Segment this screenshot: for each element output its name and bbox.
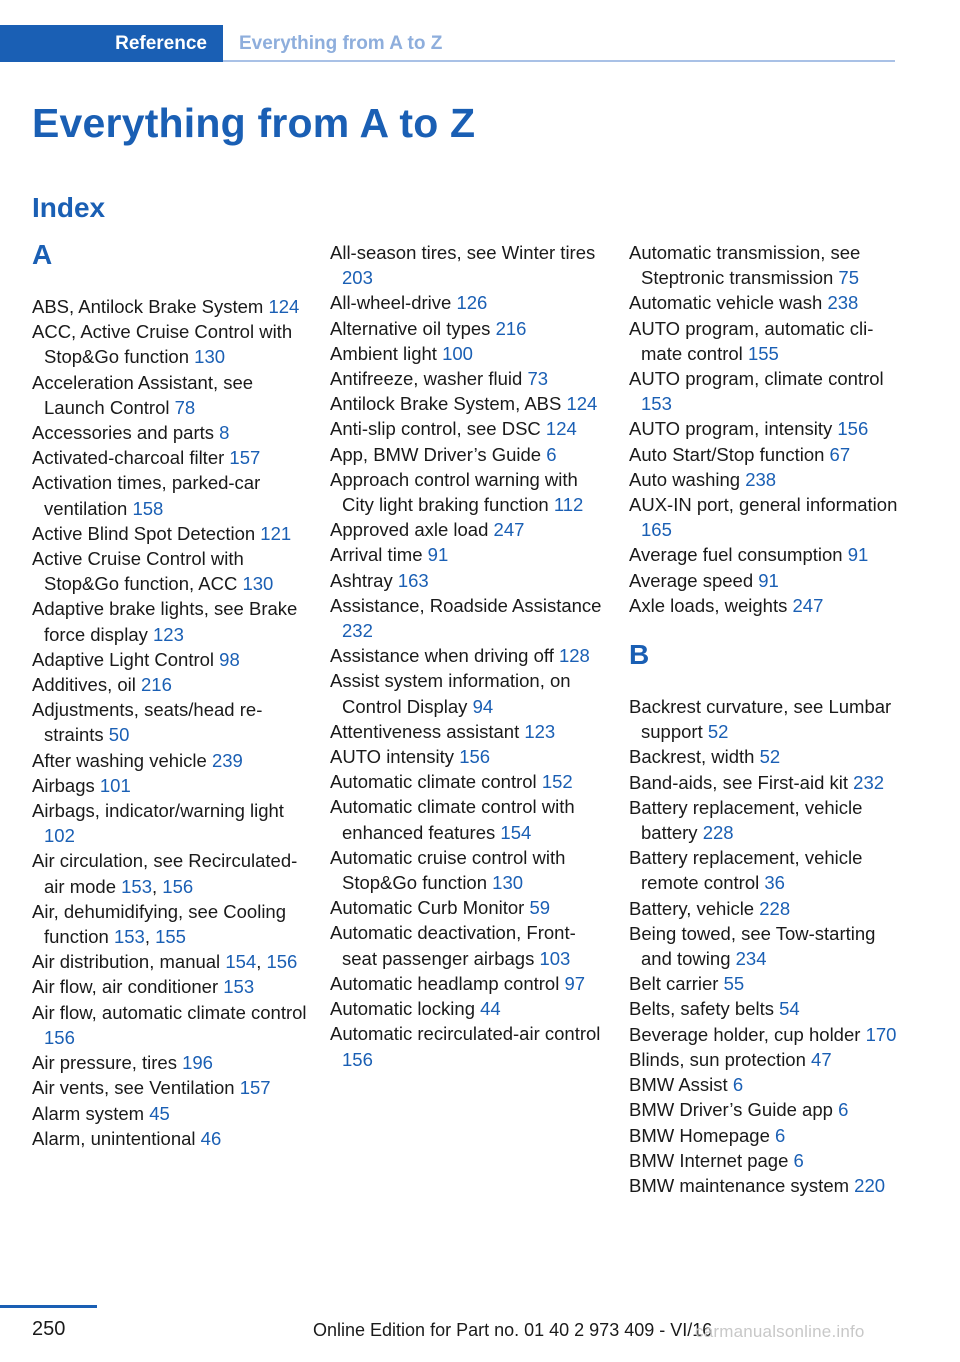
page-reference-link[interactable]: 203 <box>342 267 373 289</box>
page-reference-link[interactable]: 47 <box>811 1048 832 1070</box>
page-reference-link[interactable]: 54 <box>779 998 800 1020</box>
index-entry-term: Automatic headlamp control <box>330 972 560 994</box>
page-reference-link[interactable]: 153 <box>641 393 672 415</box>
index-entry-term: Automatic vehicle wash <box>629 292 823 314</box>
index-entry <box>629 290 901 315</box>
index-entry <box>629 593 901 618</box>
page-reference-link[interactable]: 155 <box>747 342 779 364</box>
index-entry <box>32 445 310 470</box>
index-entry-term: Additives, oil <box>32 674 136 696</box>
page-reference-link[interactable]: 154 <box>500 821 532 843</box>
page-reference-link[interactable]: 232 <box>853 771 885 793</box>
page-reference-link[interactable]: 232 <box>342 620 373 642</box>
index-entry <box>32 697 310 747</box>
index-entry-term: Being towed, see Tow-starting and towing <box>629 922 876 970</box>
index-entry-term: Assistance when driving off <box>330 645 554 667</box>
index-entry-term: Automatic climate control with enhanced features <box>330 796 575 843</box>
page-reference-link[interactable]: 102 <box>44 825 75 847</box>
page-reference-link[interactable]: 154 <box>225 951 257 973</box>
index-entry-term: Battery replacement, vehicle remote control <box>629 847 863 894</box>
index-entry-term: Approved axle load <box>330 519 489 541</box>
index-entry <box>629 1173 901 1198</box>
index-entry-term: Air, dehumidifying, see Cooling function <box>32 900 287 948</box>
index-entry-term: Active Blind Spot Detection <box>32 522 256 544</box>
page-reference-link[interactable]: 158 <box>132 497 164 519</box>
index-letter: A <box>32 239 53 270</box>
page-reference-link[interactable]: 130 <box>194 346 226 368</box>
page-reference-link[interactable]: 36 <box>764 872 785 894</box>
index-entry <box>330 542 608 567</box>
page-reference-link[interactable]: 228 <box>759 897 791 919</box>
index-entry <box>32 672 310 697</box>
index-entry-term: Activated-charcoal filter <box>32 447 225 469</box>
index-entry <box>330 517 608 542</box>
index-entry-term: Air flow, air conditioner <box>32 976 219 998</box>
page-reference-link[interactable]: 128 <box>558 645 590 667</box>
page-reference-link[interactable]: 238 <box>827 292 859 314</box>
index-entry <box>629 996 901 1021</box>
index-entry <box>330 416 608 441</box>
index-entry-term: Adjustments, seats/head restraints <box>32 699 263 746</box>
index-entry-term: Active Cruise Control with Stop&Go function, ACC <box>32 548 244 595</box>
index-column-1 <box>32 240 310 1151</box>
page-reference-link[interactable]: 91 <box>427 544 449 566</box>
chapter-title: Everything from A to Z <box>239 33 443 54</box>
page-reference-link[interactable]: 75 <box>838 267 859 289</box>
index-entry <box>629 971 901 996</box>
index-entry <box>330 593 608 643</box>
index-entry <box>32 1101 310 1126</box>
page-reference-link[interactable]: 6 <box>775 1124 786 1146</box>
index-entry-term: Air circulation, see Recirculated-air mode <box>32 850 298 897</box>
page-reference-link[interactable]: 156 <box>162 875 194 897</box>
index-entry-term: Air vents, see Ventilation <box>32 1077 235 1099</box>
index-entry-term: BMW Assist <box>629 1074 728 1096</box>
index-entry-term: Auto washing <box>629 468 741 490</box>
index-entry-term: Automatic Curb Monitor <box>330 897 525 919</box>
index-entry-term: Acceleration Assistant, see Launch Control <box>32 371 254 418</box>
index-entry <box>32 521 310 546</box>
page-reference-link[interactable]: 67 <box>829 443 851 465</box>
page-reference-link[interactable]: 98 <box>219 648 240 670</box>
edition-note: Online Edition for Part no. 01 40 2 973 409 - VI/16 <box>313 1320 713 1340</box>
index-entry <box>629 770 901 795</box>
page-reference-link[interactable]: 123 <box>524 720 556 742</box>
index-entry <box>330 744 608 769</box>
index-entry-term: AUTO program, climate control <box>629 368 884 390</box>
index-entry-term: BMW Driver’s Guide app <box>629 1099 833 1121</box>
index-entry-term: Attentiveness assistant <box>330 720 520 742</box>
index-entry <box>330 719 608 744</box>
index-entry <box>32 773 310 798</box>
page-reference-link[interactable]: 157 <box>239 1077 271 1099</box>
page-reference-link[interactable]: 170 <box>865 1023 897 1045</box>
index-entry-term: Backrest curvature, see Lumbar support <box>629 696 892 743</box>
index-entry-term: Automatic cruise control with Stop&Go function <box>330 846 566 894</box>
page-reference-link[interactable]: 153 <box>121 875 152 897</box>
index-entry <box>330 794 608 844</box>
index-entry <box>629 896 901 921</box>
page-reference-link[interactable]: 44 <box>480 998 501 1020</box>
index-entry-term: AUX-IN port, general information <box>629 494 898 516</box>
index-entry-term: Automatic deactivation, Front-seat passenger airbags <box>330 922 576 969</box>
index-entry-term: Airbags, indicator/warning light <box>32 800 284 822</box>
index-entry-term: ABS, Antilock Brake System <box>32 296 264 317</box>
index-entry-term: Air flow, automatic climate control <box>32 1001 307 1023</box>
index-entry <box>629 1148 901 1173</box>
index-entry <box>330 467 608 517</box>
index-column-2 <box>330 240 608 1072</box>
index-entry <box>330 290 608 315</box>
index-entry <box>32 470 310 520</box>
page-reference-link[interactable]: 156 <box>459 746 491 768</box>
index-entry <box>330 920 608 970</box>
index-entry <box>330 341 608 366</box>
index-entry <box>32 1075 310 1100</box>
index-entry-term: Alarm, unintentional <box>32 1127 196 1149</box>
index-entry-term: BMW Homepage <box>629 1124 770 1146</box>
page-reference-link[interactable]: 6 <box>546 443 557 465</box>
index-entry-term: Automatic transmission, see Steptronic transmission <box>629 242 861 289</box>
index-entry-term: Airbags <box>32 774 95 796</box>
index-entry <box>32 974 310 999</box>
page-reference-link[interactable]: 153 <box>223 976 255 998</box>
index-entry: Air circulation, see Recirculated-air mode 153, 156 <box>32 850 298 897</box>
index-entry-term: Adaptive Light Control <box>32 648 215 670</box>
index-entry-term: Band-aids, see First-aid kit <box>629 771 849 793</box>
page-reference-link[interactable]: 234 <box>735 948 767 970</box>
index-entry-term: Belt carrier <box>629 973 719 995</box>
index-entry <box>629 316 901 366</box>
page-reference-link[interactable]: 6 <box>732 1074 744 1096</box>
index-entry: Air distribution, manual 154, 156 <box>32 951 298 973</box>
index-letter: B <box>629 639 650 671</box>
page-reference-link[interactable]: 165 <box>641 519 672 541</box>
index-entry-term: Battery replacement, vehicle battery <box>629 796 863 844</box>
index-column-3 <box>629 240 901 1198</box>
page-reference-link[interactable]: 155 <box>155 926 186 948</box>
page-reference-link[interactable]: 163 <box>397 569 429 591</box>
index-entry-term: Ashtray <box>330 569 393 591</box>
index-entry <box>629 795 901 845</box>
header-divider <box>223 60 895 62</box>
index-entry <box>330 366 608 391</box>
page-reference-link[interactable]: 126 <box>456 292 488 314</box>
page-reference-link[interactable]: 157 <box>229 447 261 469</box>
page-reference-link[interactable]: 91 <box>847 544 869 566</box>
index-entry <box>629 442 901 467</box>
page-number: 250 <box>32 1318 66 1340</box>
page-reference-link[interactable]: 196 <box>182 1052 213 1074</box>
index-entry-term: Antifreeze, washer fluid <box>330 368 523 390</box>
index-entry-term: AUTO intensity <box>330 746 455 768</box>
index-entry-term: Average fuel consumption <box>629 544 843 566</box>
running-header <box>0 25 895 62</box>
index-entry-term: After washing vehicle <box>32 749 207 771</box>
index-entry <box>629 744 901 769</box>
page-reference-link[interactable]: 156 <box>837 418 869 440</box>
page-reference-link[interactable]: 247 <box>493 519 525 541</box>
index-entry-term: BMW Internet page <box>629 1149 789 1171</box>
index-entry <box>330 240 608 290</box>
index-entry <box>330 442 608 467</box>
index-entry-term: Accessories and parts <box>32 422 215 444</box>
index-entry <box>629 921 901 971</box>
index-entry-term: ACC, Active Cruise Control with Stop&Go function <box>32 321 293 368</box>
page-reference-link[interactable]: 46 <box>200 1127 222 1149</box>
index-entry <box>629 1072 901 1097</box>
index-entry-term: Air pressure, tires <box>32 1052 177 1074</box>
page-reference-link[interactable]: 156 <box>342 1048 373 1070</box>
index-entry-term: Alarm system <box>32 1102 145 1124</box>
page-reference-link[interactable]: 101 <box>99 774 131 796</box>
page-reference-link[interactable]: 121 <box>260 522 292 544</box>
watermark: carmanualsonline.info <box>695 1322 865 1341</box>
footer-rule <box>0 1305 97 1308</box>
index-entry-term: Blinds, sun protection <box>629 1048 806 1070</box>
index-entry <box>330 895 608 920</box>
page-reference-link[interactable]: 228 <box>702 822 734 844</box>
index-entry <box>629 1047 901 1072</box>
index-entry <box>330 668 608 718</box>
index-entry-term: Automatic locking <box>330 998 475 1020</box>
page-reference-link[interactable]: 55 <box>723 973 745 995</box>
index-entry-term: Ambient light <box>330 342 437 364</box>
page-reference-link[interactable]: 216 <box>141 674 172 696</box>
index-entry-term: AUTO program, intensity <box>629 418 833 440</box>
index-entry-term: Approach control warning with City light braking function <box>330 468 578 516</box>
page-reference-link[interactable]: 153 <box>113 926 145 948</box>
index-entry-term: Arrival time <box>330 544 423 566</box>
index-entry <box>32 647 310 672</box>
page-reference-link[interactable]: 100 <box>442 342 473 364</box>
index-entry <box>32 1126 310 1151</box>
page-reference-link[interactable]: 6 <box>793 1149 804 1171</box>
index-entry <box>32 1050 310 1075</box>
index-entry-term: Belts, safety belts <box>629 998 774 1020</box>
index-entry <box>629 366 901 416</box>
index-entry-term: Automatic climate control <box>330 771 537 793</box>
index-entry <box>629 240 901 290</box>
index-entry-term: Backrest, width <box>629 746 755 768</box>
index-entry <box>629 542 901 567</box>
index-entry <box>330 1021 608 1071</box>
index-entry <box>629 1123 901 1148</box>
index-entry-term: Auto Start/Stop function <box>629 443 825 465</box>
index-entry <box>629 845 901 895</box>
page-reference-link[interactable]: 97 <box>564 972 586 994</box>
index-entry <box>629 467 901 492</box>
page-reference-link[interactable]: 91 <box>758 569 779 591</box>
index-entry-term: Assist system information, on Control Display <box>330 670 571 717</box>
index-entry <box>330 643 608 668</box>
page-reference-link[interactable]: 123 <box>153 623 184 645</box>
index-entry: Air, dehumidifying, see Cooling function 153, 155 <box>32 900 287 948</box>
index-entry <box>330 568 608 593</box>
index-entry-term: Antilock Brake System, ABS <box>330 393 562 415</box>
index-entry-term: All-wheel-drive <box>330 292 452 314</box>
index-entry-term: Beverage holder, cup holder <box>629 1023 861 1045</box>
index-entry <box>629 1097 901 1122</box>
page-reference-link[interactable]: 50 <box>108 724 130 746</box>
page-reference-link[interactable]: 216 <box>495 317 527 339</box>
index-entry-term: App, BMW Driver’s Guide <box>330 443 542 465</box>
page-reference-link[interactable]: 152 <box>541 771 573 793</box>
index-entry <box>330 769 608 794</box>
page-reference-link[interactable]: 239 <box>211 749 243 771</box>
page-reference-link[interactable]: 73 <box>527 368 549 390</box>
index-entry <box>330 845 608 895</box>
index-entry-term: Axle loads, weights <box>629 594 788 616</box>
index-entry <box>330 996 608 1021</box>
page-reference-link[interactable]: 59 <box>529 897 551 919</box>
index-entry-term: Assistance, Roadside Assistance <box>330 594 602 616</box>
page-reference-link[interactable]: 130 <box>492 872 524 894</box>
index-entry-term: All-season tires, see Winter tires <box>330 242 596 263</box>
page-reference-link[interactable]: 8 <box>219 422 230 444</box>
index-entry <box>32 596 310 646</box>
index-entry-term: Adaptive brake lights, see Brake force display <box>32 598 298 645</box>
page-reference-link[interactable]: 112 <box>553 494 584 516</box>
index-entry <box>32 546 310 596</box>
index-entry <box>32 748 310 773</box>
index-entry <box>32 420 310 445</box>
index-entry-term: BMW maintenance system <box>629 1174 850 1196</box>
page-reference-link[interactable]: 52 <box>759 746 781 768</box>
page-reference-link[interactable]: 156 <box>44 1026 75 1048</box>
index-entry <box>330 391 608 416</box>
index-entry-term: Alternative oil types <box>330 317 491 339</box>
page-reference-link[interactable]: 94 <box>472 695 494 717</box>
index-entry <box>32 798 310 848</box>
page-reference-link[interactable]: 6 <box>838 1099 849 1121</box>
index-entry-term: Activation times, parked-car ventilation <box>32 472 261 519</box>
section-tab: Reference <box>0 25 223 62</box>
index-entry-term: AUTO program, automatic climate control <box>629 317 874 364</box>
page-title: Everything from A to Z <box>32 100 476 146</box>
page-reference-link[interactable]: 130 <box>242 573 274 595</box>
index-entry <box>629 694 901 744</box>
index-entry <box>629 568 901 593</box>
page-reference-link[interactable]: 124 <box>545 418 577 440</box>
page-reference-link[interactable]: 52 <box>707 721 729 743</box>
page-reference-link[interactable]: 124 <box>268 296 300 317</box>
page-reference-link[interactable]: 78 <box>174 396 196 418</box>
index-entry-term: Average speed <box>629 569 754 591</box>
page-reference-link[interactable]: 156 <box>266 951 298 973</box>
index-entry <box>32 319 310 369</box>
index-title: Index <box>32 192 106 223</box>
index-entry <box>629 1022 901 1047</box>
page-reference-link[interactable]: 247 <box>792 594 824 616</box>
index-entry-term: Air distribution, manual <box>32 951 221 973</box>
page-reference-link[interactable]: 45 <box>149 1102 170 1124</box>
index-entry-term: Anti-slip control, see DSC <box>330 418 541 440</box>
page-reference-link[interactable]: 220 <box>854 1174 886 1196</box>
index-entry <box>330 971 608 996</box>
page-reference-link[interactable]: 103 <box>539 947 571 969</box>
page-reference-link[interactable]: 124 <box>566 393 598 415</box>
page-reference-link[interactable]: 238 <box>745 468 777 490</box>
index-entry <box>629 492 901 542</box>
index-entry <box>32 370 310 420</box>
index-entry <box>629 416 901 441</box>
index-entry <box>32 294 310 319</box>
index-entry <box>330 316 608 341</box>
index-entry-term: Automatic recirculated-air control <box>330 1023 601 1045</box>
index-entry <box>32 1000 310 1050</box>
index-entry-term: Battery, vehicle <box>629 897 755 919</box>
